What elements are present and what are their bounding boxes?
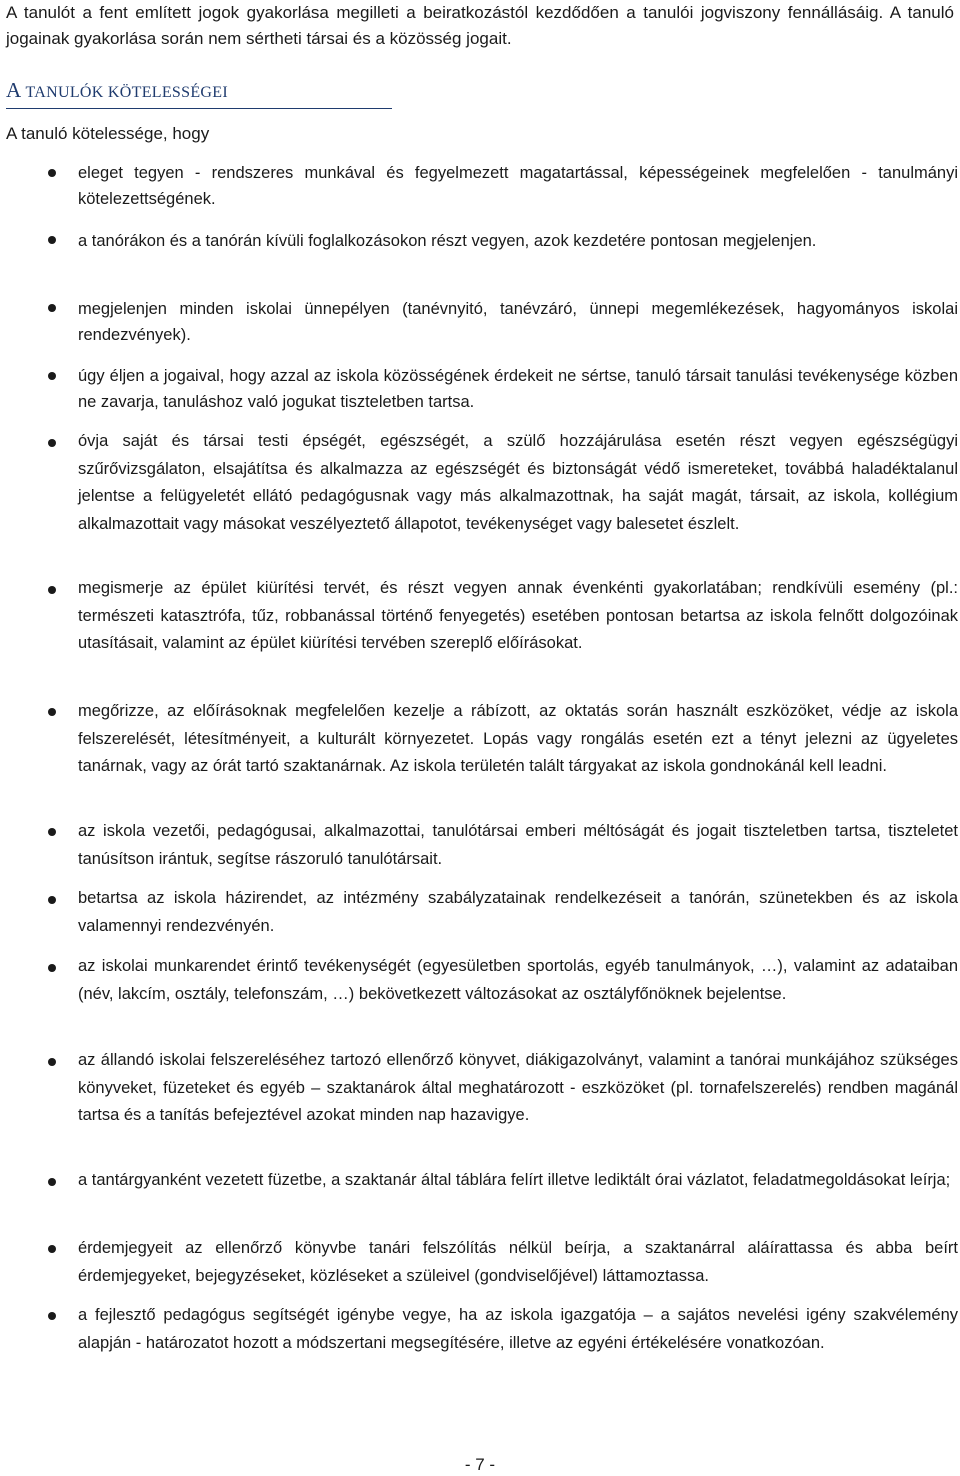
list-item: a tanórákon és a tanórán kívüli foglalkozásokon részt vegyen, azok kezdetére pontosan megjelenjen.: [78, 232, 817, 250]
lead-sentence: A tanuló kötelessége, hogy: [6, 124, 210, 143]
bullet-icon: [48, 964, 56, 972]
list-item: megismerje az épület kiürítési tervét, és részt vegyen annak évenkénti gyakorlatában; rendkívüli esemény (pl.: természeti katasztrófa, tűz, robbanással történő fenyegetés) esetében pontosan betartsa az iskola felnőtt dolgozóinak utasításait, valamint az épület kiürítési tervében szereplő előírásokat.: [78, 579, 958, 652]
list-item: megjelenjen minden iskolai ünnepélyen (tanévnyitó, tanévzáró, ünnepi megemlékezések, hagyományos iskolai rendezvények).: [78, 300, 958, 344]
bullet-icon: [48, 586, 56, 594]
bullet-icon: [48, 439, 56, 447]
list-item: úgy éljen a jogaival, hogy azzal az iskola közösségének érdekeit ne sértse, tanuló társait tanulási tevékenysége közben ne zavarja, tanuláshoz való jogukat tiszteletben tartsa.: [78, 367, 958, 411]
bullet-icon: [48, 1178, 56, 1186]
list-item: megőrizze, az előírásoknak megfelelően kezelje a rábízott, az oktatás során használt eszközöket, védje az iskola felszerelését, létesítményeit, a kulturált környezetet. Lopás vagy rongálás esetén ezt a tényt jelezni az ügyeletes tanárnak, vagy az órát tartó szaktanárnak. Az iskola területén talált tárgyakat az iskola gondnokánál kell leadni.: [78, 702, 958, 775]
bullet-icon: [48, 1312, 56, 1320]
bullet-icon: [48, 372, 56, 380]
bullet-icon: [48, 1058, 56, 1066]
heading-initial: A: [6, 78, 22, 102]
bullet-icon: [48, 236, 56, 244]
bullet-icon: [48, 1245, 56, 1253]
heading-text: TANULÓK KÖTELESSÉGEI: [21, 84, 228, 101]
list-item: érdemjegyeit az ellenőrző könyvbe tanári felszólítás nélkül beírja, a szaktanárral aláírattassa és abba beírt érdemjegyeket, bejegyzéseket, közléseket a szüleivel (gondviselőjével) láttamoztassa.: [78, 1239, 958, 1285]
page-number: - 7 -: [464, 1455, 496, 1474]
list-item: eleget tegyen - rendszeres munkával és fegyelmezett magatartással, képességeinek megfelelően - tanulmányi kötelezettségének.: [78, 164, 958, 208]
bullet-icon: [48, 896, 56, 904]
list-item: a tantárgyanként vezetett füzetbe, a szaktanár által táblára felírt illetve lediktált órai vázlatot, feladatmegoldásokat leírja;: [78, 1171, 951, 1189]
bullet-icon: [48, 708, 56, 716]
list-item: az iskola vezetői, pedagógusai, alkalmazottai, tanulótársai emberi méltóságát és jogait tiszteletben tartsa, tiszteletet tanúsítson irántuk, segítse rászoruló tanulótársait.: [78, 822, 958, 868]
list-item: az állandó iskolai felszereléséhez tartozó ellenőrző könyvet, diákigazolványt, valamint a tanórai munkájához szükséges könyveket, füzeteket és egyéb – szaktanárok által meghatározott - eszközöket (pl. tornafelszerelés) rendben magánál tartsa és a tanítás befejeztével azokat minden nap hazavigye.: [78, 1051, 958, 1124]
bullet-icon: [48, 304, 56, 312]
list-item: az iskolai munkarendet érintő tevékenységét (egyesületben sportolás, egyéb tanulmányok, …), valamint az adataiban (név, lakcím, osztály, telefonszám, …) bekövetkezett változásokat az osztályfőnöknek bejelentse.: [78, 957, 958, 1003]
intro-paragraph: A tanulót a fent említett jogok gyakorlása megilleti a beiratkozástól kezdődően a tanulói jogviszony fennállásáig. A tanuló jogainak gyakorlása során nem sértheti társai és a közösség jogait.: [6, 3, 954, 48]
list-item: betartsa az iskola házirendet, az intézmény szabályzatainak rendelkezéseit a tanórán, szünetekben és az iskola valamennyi rendezvényén.: [78, 889, 958, 935]
list-item: a fejlesztő pedagógus segítségét igénybe vegye, ha az iskola igazgatója – a sajátos nevelési igény szakvélemény alapján - határozatot hozott a módszertani megsegítésére, illetve az egyéni értékelésére vonatkozóan.: [78, 1306, 958, 1352]
list-item: óvja saját és társai testi épségét, egészségét, a szülő hozzájárulása esetén részt vegyen egészségügyi szűrővizsgálaton, elsajátítsa és alkalmazza az egészségét és biztonságát védő ismereteket, továbbá haladéktalanul jelentse a felügyeletét ellátó pedagógusnak vagy más alkalmazottnak, ha saját magát, társait, az iskola, kollégium alkalmazottait vagy másokat veszélyeztető állapotot, tevékenységet vagy balesetet észlelt.: [78, 432, 958, 533]
bullet-icon: [48, 169, 56, 177]
bullet-icon: [48, 828, 56, 836]
